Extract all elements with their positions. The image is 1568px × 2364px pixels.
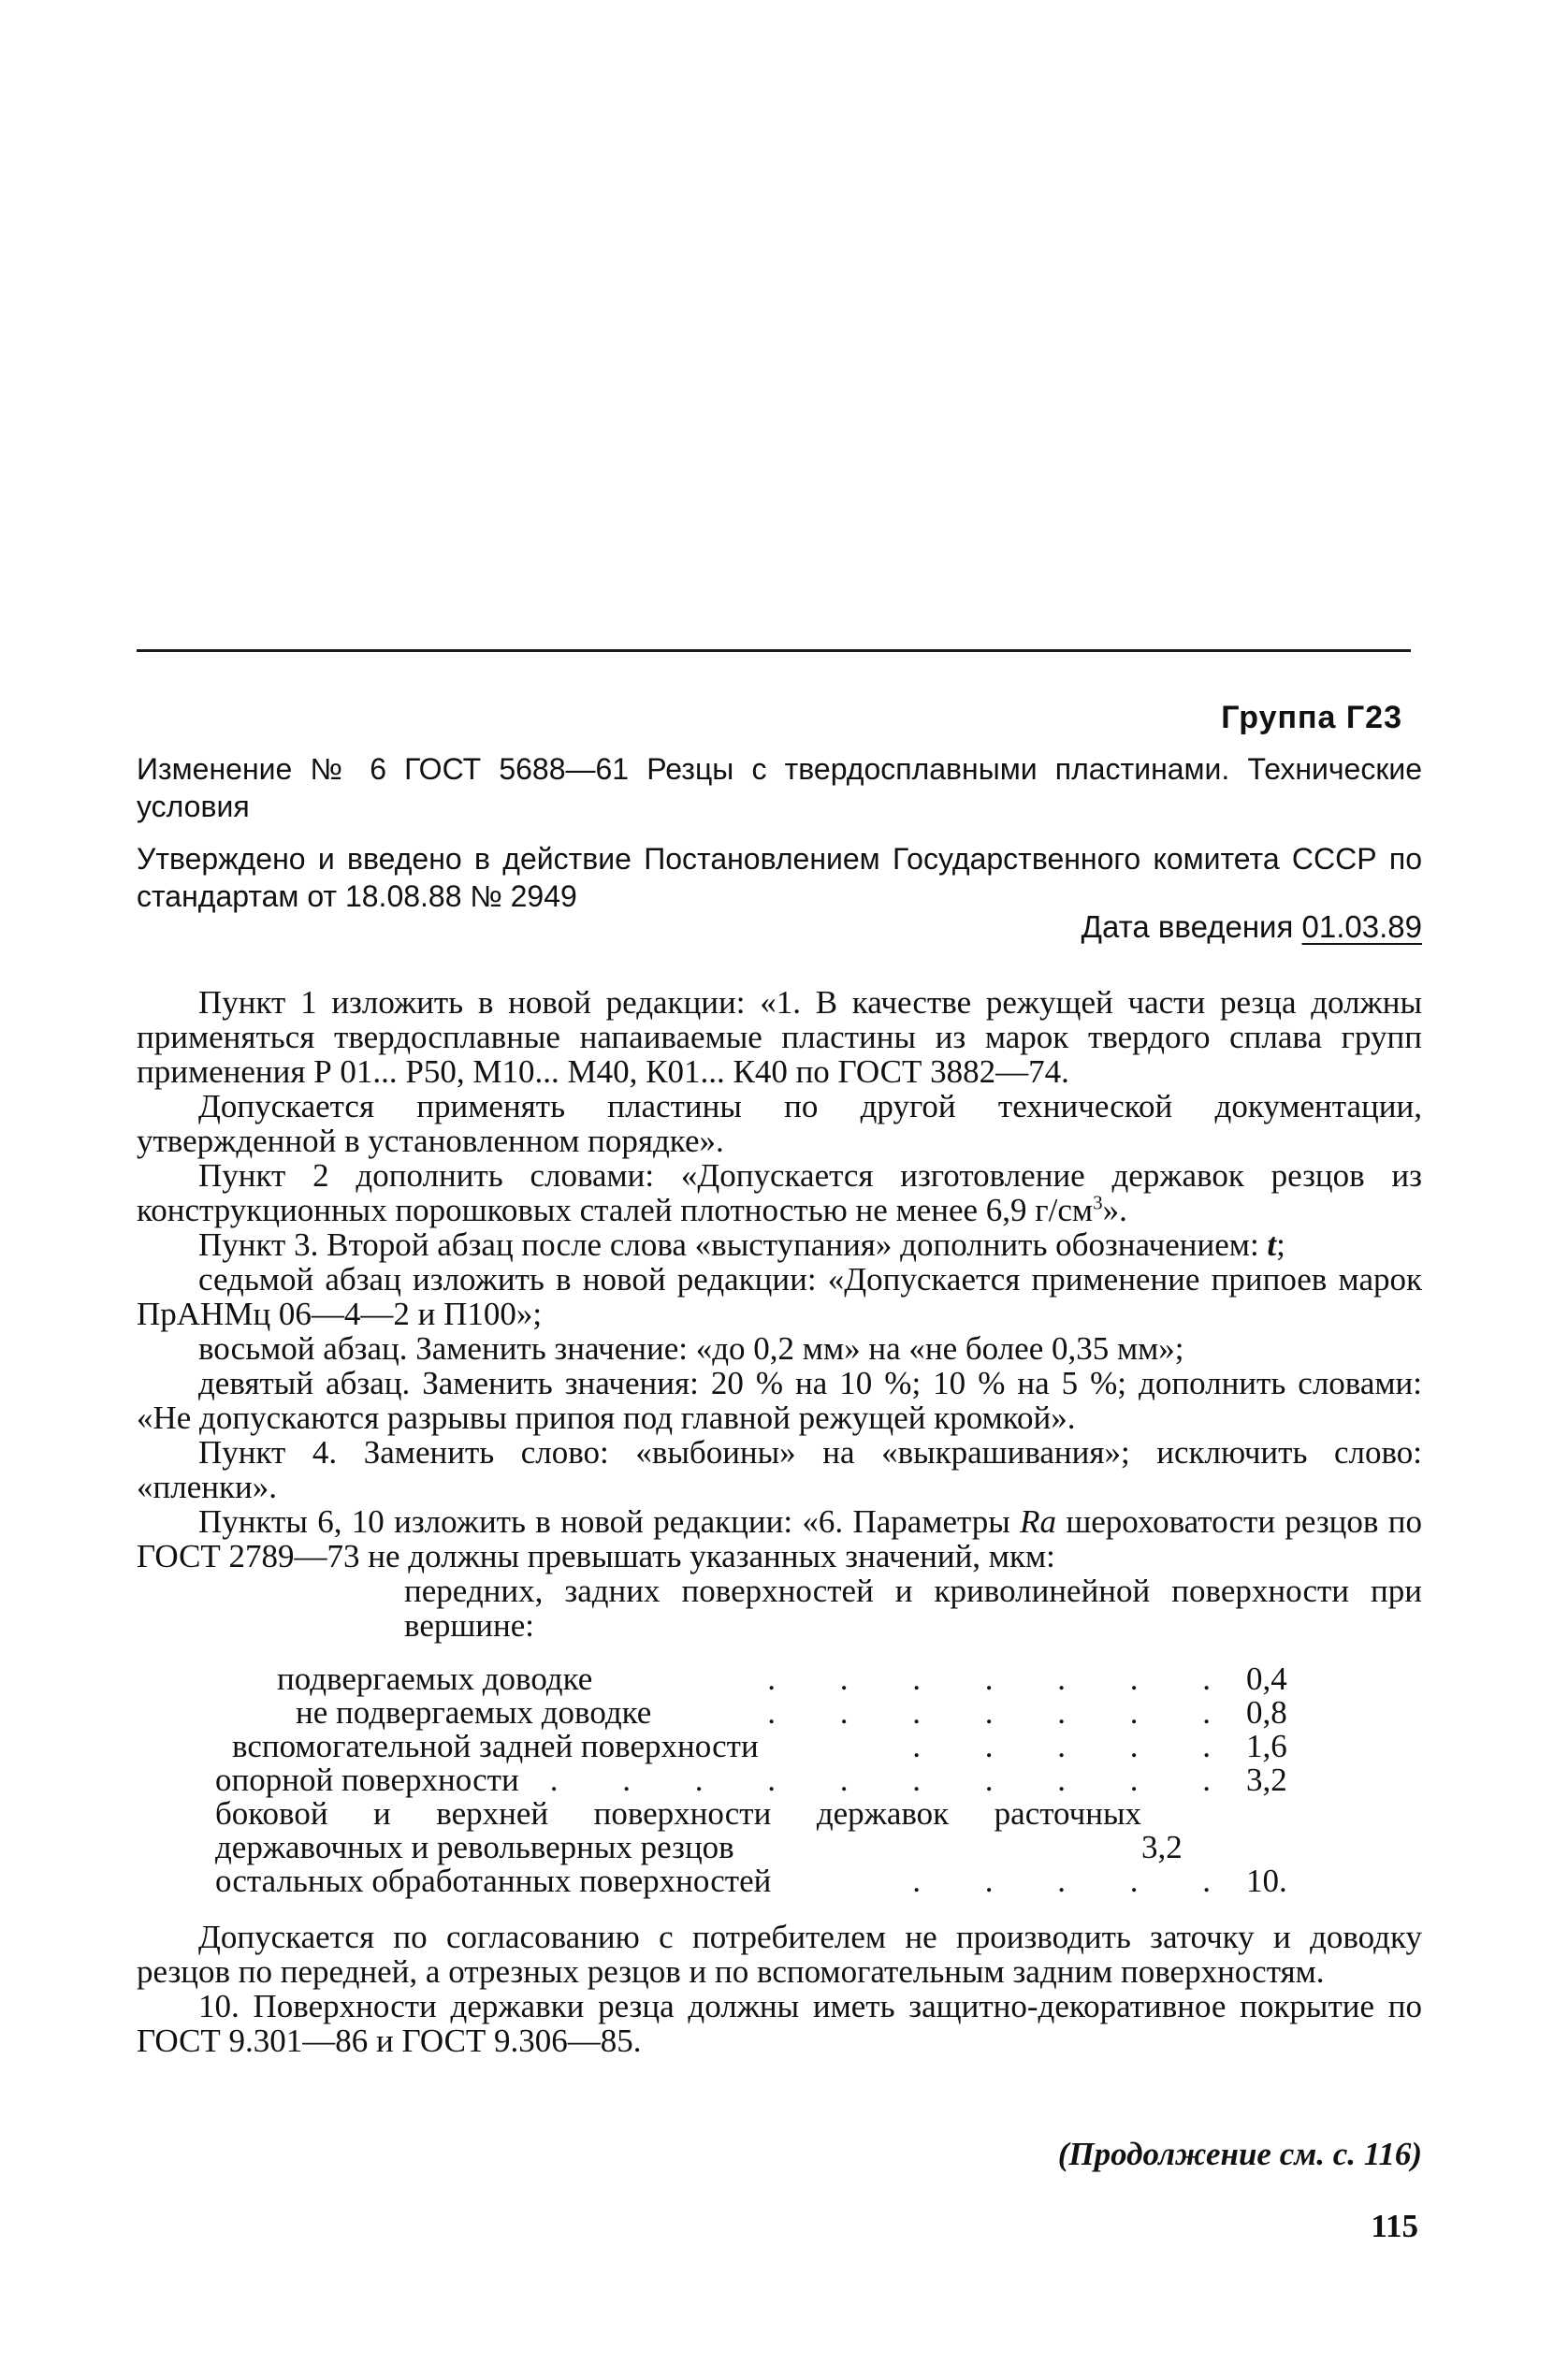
- list-item-label: подвергаемых доводке: [277, 1661, 593, 1697]
- paragraph-item-1-note: Допускается применять пластины по другой технической документации, утвержденной в установленном порядке».: [137, 1088, 1422, 1159]
- continuation-note: (Продолжение см. с. 116): [1057, 2136, 1422, 2172]
- approval-statement: Утверждено и введено в действие Постановлением Государственного комитета СССР по стандартам от 18.08.88 № 2949: [137, 842, 1422, 913]
- date-label: Дата введения: [1081, 909, 1294, 944]
- list-item-label: опорной поверхности: [215, 1762, 519, 1798]
- paragraph-items-6-10-end: шероховатости резцов по ГОСТ 2789—73 не должны превышать указанных значений, мкм:: [137, 1503, 1423, 1574]
- paragraph-item-2: [137, 1158, 1422, 1227]
- leader-dots: . . . . . . .: [767, 1662, 1239, 1696]
- paragraph-item-1: Пункт 1 изложить в новой редакции: «1. В качестве режущей части резца должны применяться твердосплавные напаиваемые пластины из марок твердого сплава групп применения Р 01... Р50, М10... М40, К01... К40 по ГОСТ 3882—74.: [137, 984, 1422, 1090]
- leader-dots: . . . . .: [912, 1864, 1239, 1898]
- list-item: [296, 1696, 1289, 1730]
- paragraph-ninth: девятый абзац. Заменить значения: 20 % на 10 %; 10 % на 5 %; дополнить словами: «Не допускаются разрывы припоя под главной режущей кромкой».: [137, 1365, 1422, 1436]
- paragraph-item-3: [137, 1227, 1422, 1262]
- list-item-value: 0,4: [1246, 1661, 1287, 1697]
- paragraph-eighth: восьмой абзац. Заменить значение: «до 0,2 мм» на «не более 0,35 мм»;: [198, 1330, 1184, 1367]
- closing-text: [137, 1920, 1422, 2058]
- list-item-label: вспомогательной задней поверхности: [232, 1728, 759, 1764]
- paragraph-item-2-text: Пункт 2 дополнить словами: «Допускается изготовление державок резцов из конструкционных порошковых сталей плотностью не менее 6,9 г/см: [137, 1157, 1422, 1228]
- roughness-list: [215, 1661, 1289, 1899]
- leader-dots: . . . . . . . . . .: [549, 1763, 1239, 1797]
- change-title: Изменение № 6 ГОСТ 5688—61 Резцы с твердосплавными пластинами. Технические условия: [137, 752, 1422, 823]
- paragraph-surfaces: передних, задних поверхностей и криволинейной поверхности при вершине:: [404, 1573, 1422, 1644]
- list-item-value: 1,6: [1246, 1728, 1287, 1764]
- paragraph-agreement: Допускается по согласованию с потребителем не производить заточку и доводку резцов по передней, а отрезных резцов и по вспомогательным задним поверхностям.: [137, 1919, 1422, 1990]
- main-text: [137, 985, 1422, 1643]
- date-value: 01.03.89: [1301, 909, 1422, 944]
- symbol-t: t: [1267, 1226, 1277, 1263]
- leader-dots: . . . . .: [912, 1730, 1239, 1763]
- list-item: [277, 1662, 1289, 1696]
- list-item-value: 10.: [1246, 1863, 1287, 1899]
- symbol-ra: Ra: [1020, 1503, 1056, 1540]
- paragraph-items-6-10: [137, 1504, 1422, 1574]
- list-item-value: 0,8: [1246, 1694, 1287, 1731]
- group-code: Группа Г23: [1221, 700, 1402, 735]
- list-item-label: боковой и верхней поверхности державок расточных державочных и револьверных резцов: [215, 1795, 1141, 1865]
- paragraph-item-2-end: ».: [1102, 1192, 1127, 1228]
- leader-dots: . . . . . . .: [767, 1696, 1239, 1730]
- list-item: [215, 1797, 1289, 1864]
- header-rule: [137, 649, 1411, 652]
- list-item-label: остальных обработанных поверхностей: [215, 1863, 772, 1899]
- paragraph-seventh: седьмой абзац изложить в новой редакции: «Допускается применение припоев марок ПрАНМц 06—4—2 и П100»;: [137, 1261, 1422, 1332]
- list-item: [232, 1730, 1289, 1763]
- superscript: 3: [1093, 1191, 1103, 1214]
- paragraph-items-6-10-text: Пункты 6, 10 изложить в новой редакции: «6. Параметры: [198, 1503, 1021, 1540]
- page-number: 115: [1371, 2208, 1418, 2244]
- list-item-value: 3,2: [1246, 1762, 1287, 1798]
- list-item: [215, 1864, 1289, 1898]
- paragraph-item-10: 10. Поверхности державки резца должны иметь защитно-декоративное покрытие по ГОСТ 9.301—86 и ГОСТ 9.306—85.: [137, 1988, 1422, 2059]
- list-item: [215, 1763, 1289, 1797]
- introduction-date: [1082, 909, 1422, 945]
- paragraph-item-3-end: ;: [1276, 1226, 1285, 1263]
- list-item-value: 3,2: [1141, 1829, 1183, 1865]
- paragraph-item-4: Пункт 4. Заменить слово: «выбоины» на «выкрашивания»; исключить слово: «пленки».: [137, 1434, 1422, 1505]
- list-item-label: не подвергаемых доводке: [296, 1694, 652, 1731]
- paragraph-item-3-text: Пункт 3. Второй абзац после слова «выступания» дополнить обозначением:: [198, 1226, 1268, 1263]
